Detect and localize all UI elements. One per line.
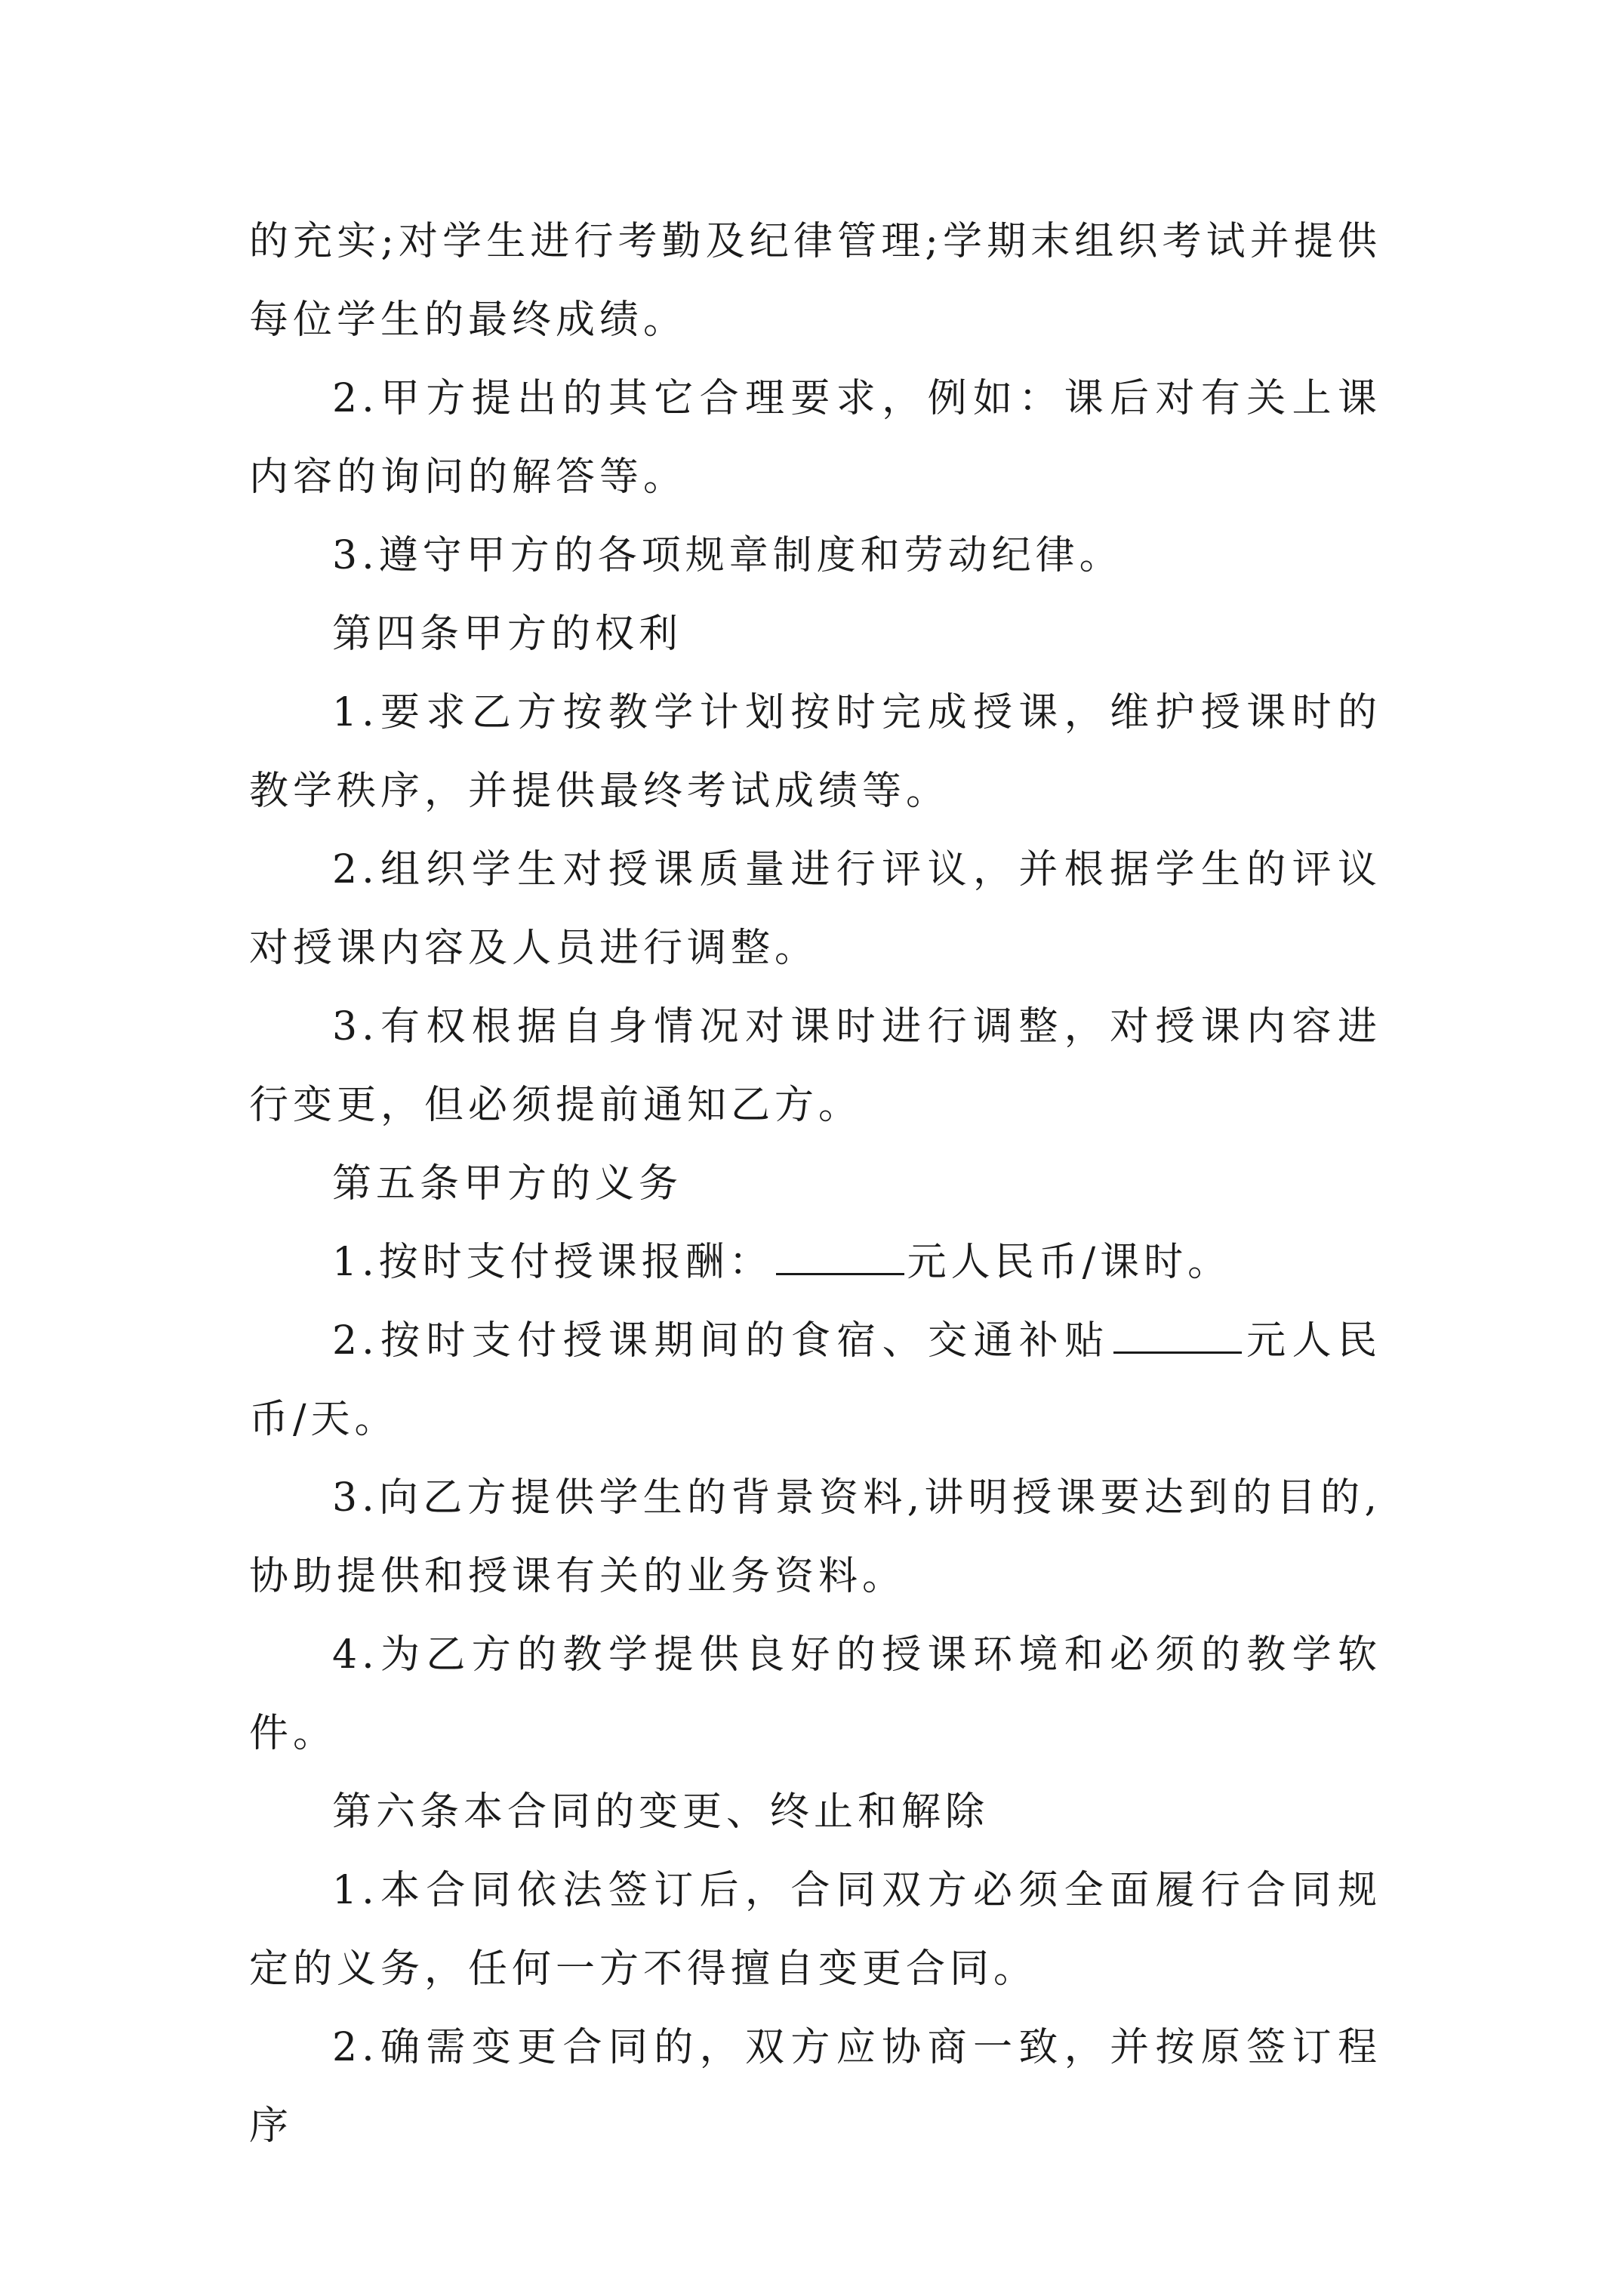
paragraph-clause-3-2: 2.甲方提出的其它合理要求，例如：课后对有关上课内容的询问的解答等。 — [249, 376, 1381, 500]
paragraph-clause-4-3: 3.有权根据自身情况对课时进行调整，对授课内容进行变更，但必须提前通知乙方。 — [249, 1004, 1381, 1128]
section-heading-article-4: 第四条甲方的权利 — [332, 612, 683, 657]
paragraph-clause-6-1: 1.本合同依法签订后，合同双方必须全面履行合同规定的义务，任何一方不得擅自变更合同。 — [249, 1868, 1381, 1992]
clause-5-1-suffix: 元人民币/课时。 — [907, 1240, 1232, 1285]
document-body — [249, 202, 1381, 2165]
section-heading-article-6: 第六条本合同的变更、终止和解除 — [332, 1789, 990, 1835]
paragraph-clause-5-3: 3.向乙方提供学生的背景资料,讲明授课要达到的目的,协助提供和授课有关的业务资料。 — [249, 1475, 1381, 1599]
paragraph-clause-5-1 — [249, 1223, 1381, 1302]
paragraph-clause-5-2 — [249, 1302, 1381, 1459]
section-heading-article-5: 第五条甲方的义务 — [332, 1161, 683, 1207]
fee-blank-field — [776, 1228, 904, 1275]
clause-5-1-prefix: 1.按时支付授课报酬： — [332, 1240, 773, 1285]
paragraph-clause-5-4: 4.为乙方的教学提供良好的授课环境和必须的教学软件。 — [249, 1632, 1381, 1756]
paragraph-clause-3-3: 3.遵守甲方的各项规章制度和劳动纪律。 — [332, 533, 1123, 578]
paragraph-clause-4-2: 2.组织学生对授课质量进行评议，并根据学生的评议对授课内容及人员进行调整。 — [249, 847, 1381, 971]
paragraph-continuation: 的充实;对学生进行考勤及纪律管理;学期末组织考试并提供每位学生的最终成绩。 — [249, 219, 1381, 343]
clause-5-2-prefix: 2.按时支付授课期间的食宿、交通补贴 — [332, 1318, 1110, 1364]
allowance-blank-field — [1113, 1306, 1242, 1354]
paragraph-clause-6-2: 2.确需变更合同的，双方应协商一致，并按原签订程序 — [249, 2025, 1381, 2149]
clause-5-2-suffix: 元人民币/天。 — [249, 1318, 1381, 1442]
paragraph-clause-4-1: 1.要求乙方按教学计划按时完成授课，维护授课时的教学秩序，并提供最终考试成绩等。 — [249, 690, 1381, 814]
